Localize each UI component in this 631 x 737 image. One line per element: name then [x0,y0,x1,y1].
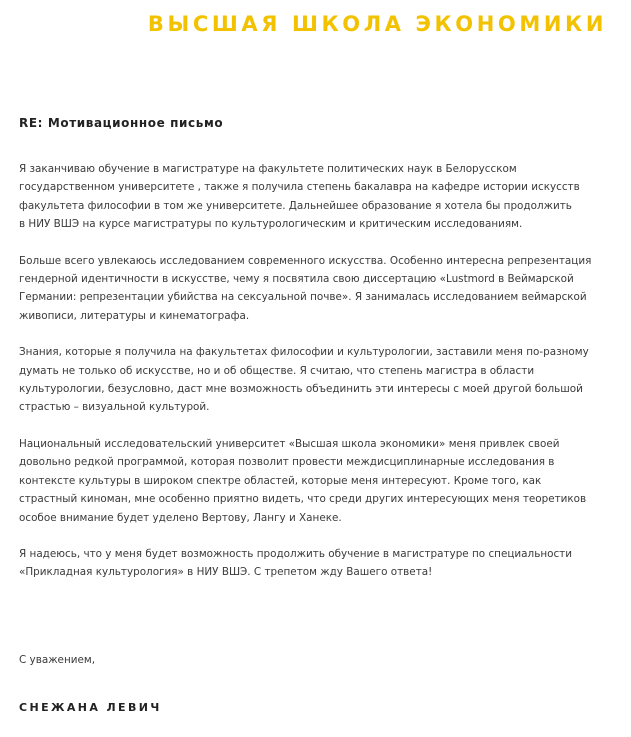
letter-signature: СНЕЖАНА ЛЕВИЧ [19,701,162,714]
text-line: государственном университете , также я получила степень бакалавра на кафедре истории искусств [19,181,580,194]
text-line: в НИУ ВШЭ на курсе магистратуры по культурологическим и критическим исследованиям. [19,218,523,231]
text-line: Знания, которые я получила на факультетах философии и культурологии, заставили меня по-разному [19,346,589,359]
text-line: Больше всего увлекаюсь исследованием современного искусства. Особенно интересна репрезентация [19,254,592,267]
text-line: Я надеюсь, что у меня будет возможность продолжить обучение в магистратуре по специальности [19,547,572,560]
paragraph-5 [19,545,611,582]
text-line: «Прикладная культурология» в НИУ ВШЭ. С трепетом жду Вашего ответа! [19,566,433,579]
paragraph-4 [19,435,611,527]
text-line: гендерной идентичности в искусстве, чему я посвятила свою диссертацию «Lustmord в Веймарской [19,273,574,286]
text-line: страстью – визуальной культурой. [19,401,210,414]
paragraph-2 [19,252,611,326]
text-line: довольно редкой программой, которая позволит провести междисциплинарные исследования в [19,456,555,469]
text-line: Я заканчиваю обучение в магистратуре на факультете политических наук в Белорусском [19,163,517,175]
text-line: Национальный исследовательский университет «Высшая школа экономики» меня привлек своей [19,437,560,450]
university-logo-text: ВЫСШАЯ ШКОЛА ЭКОНОМИКИ [147,12,607,36]
text-line: страстный киноман, мне особенно приятно видеть, что среди других интересующих меня теоретиков [19,493,587,506]
letter-subject: RE: Мотивационное письмо [19,116,224,130]
text-line: живописи, литературы и кинематографа. [19,309,250,322]
text-line: особое внимание будет уделено Вертову, Лангу и Ханеке. [19,511,342,524]
text-line: культурологии, безусловно, даст мне возможность объединить эти интересы с моей другой большой [19,383,583,396]
text-line: думать не только об искусстве, но и об обществе. Я считаю, что степень магистра в области [19,364,535,377]
text-line: Германии: репрезентации убийства на сексуальной почве». Я занималась исследованием веймарской [19,291,587,304]
text-line: контексте культуры в широком спектре областей, которые меня интересуют. Кроме того, как [19,474,542,487]
letter-body [19,160,611,600]
text-line: факультета философии в том же университете. Дальнейшее образование я хотела бы продолжить [19,199,572,212]
paragraph-3 [19,343,611,417]
paragraph-1 [19,160,611,234]
letter-closing: С уважением, [19,654,96,666]
